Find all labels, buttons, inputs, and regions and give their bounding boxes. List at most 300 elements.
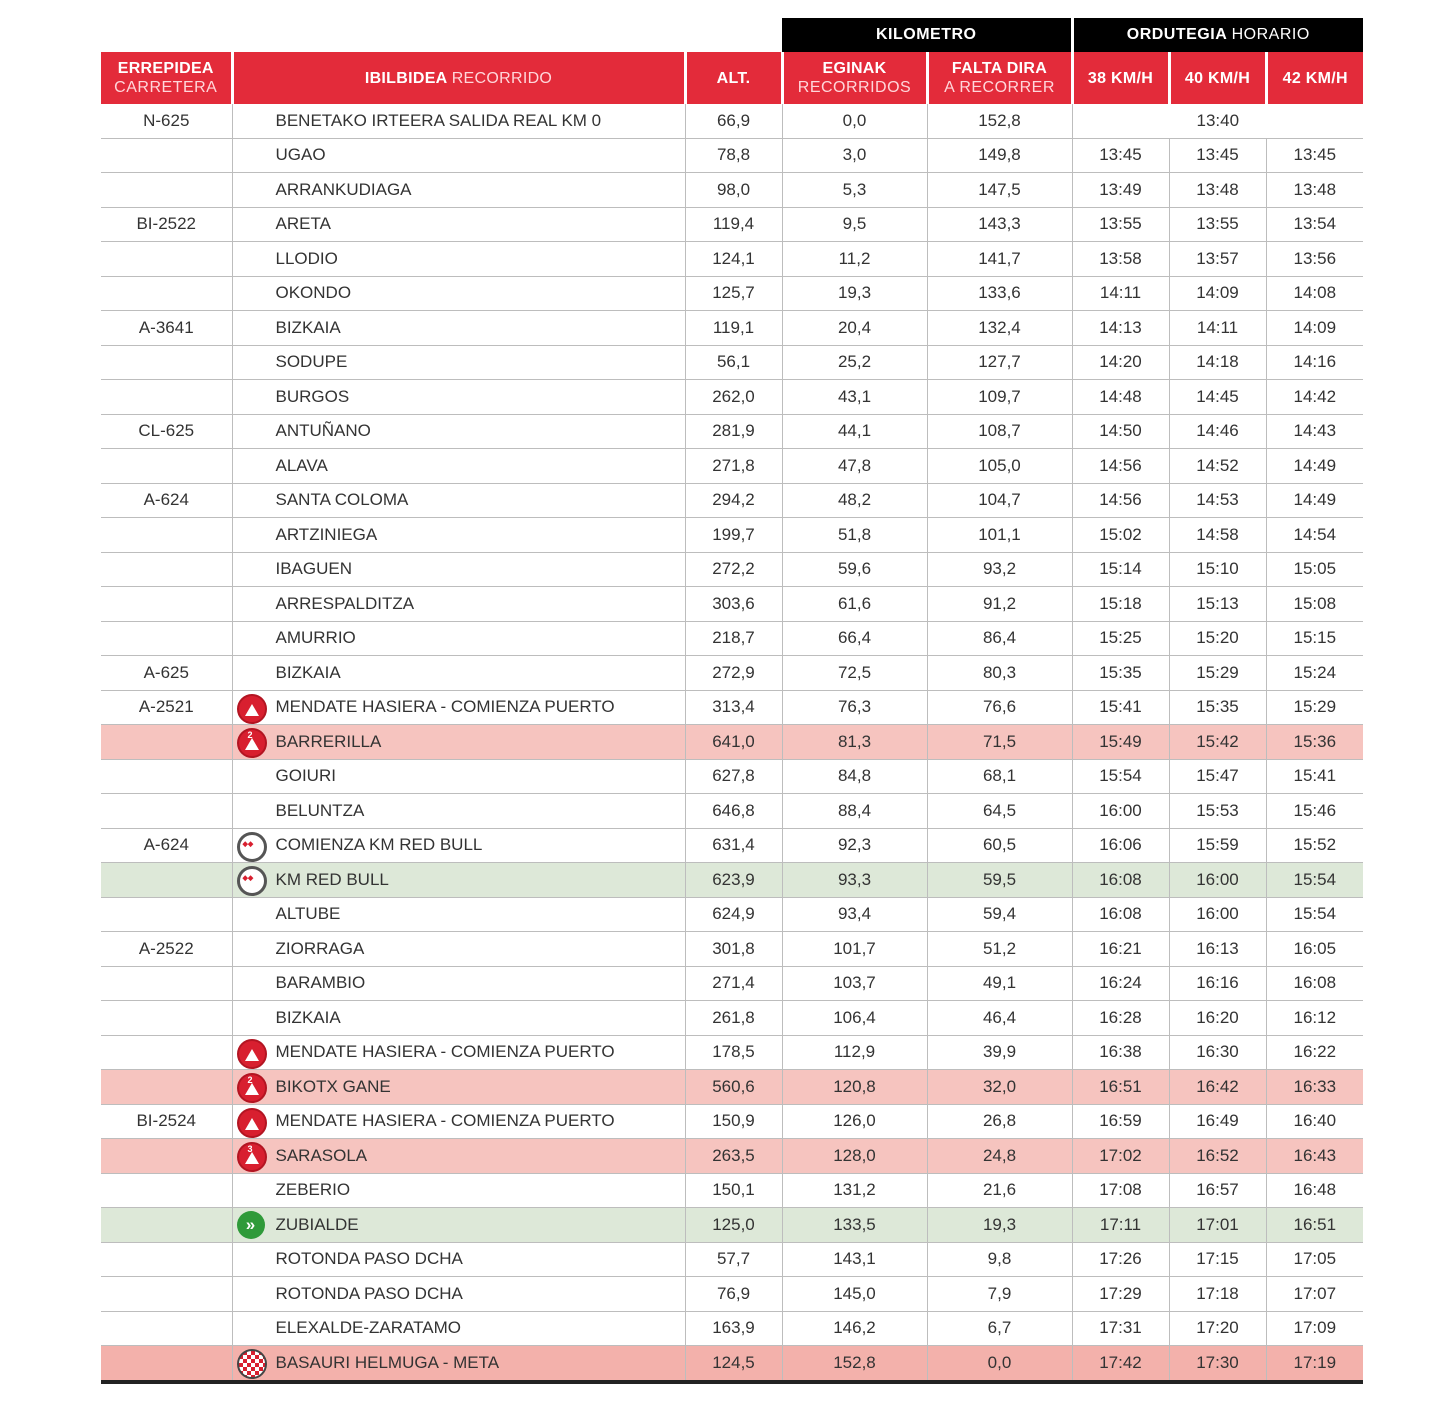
km-left-cell: 24,8 — [927, 1139, 1072, 1174]
route-name: ARRANKUDIAGA — [275, 179, 412, 199]
time-40-cell: 16:13 — [1169, 932, 1266, 967]
col-route — [232, 52, 685, 104]
alt-cell: 641,0 — [685, 725, 782, 760]
km-done-cell: 126,0 — [782, 1104, 927, 1139]
time-40-cell: 16:57 — [1169, 1173, 1266, 1208]
km-done-cell: 9,5 — [782, 207, 927, 242]
route-cell — [232, 311, 685, 346]
climb-category: 2 — [247, 730, 253, 740]
alt-cell: 303,6 — [685, 587, 782, 622]
km-done-cell: 72,5 — [782, 656, 927, 691]
road-cell: A-624 — [101, 483, 232, 518]
time-42-cell: 14:54 — [1266, 518, 1363, 553]
route-name: SARASOLA — [275, 1145, 368, 1165]
alt-cell: 313,4 — [685, 690, 782, 725]
road-cell: N-625 — [101, 104, 232, 138]
table-row — [101, 1104, 1363, 1139]
km-left-cell: 133,6 — [927, 276, 1072, 311]
time-42-cell: 17:05 — [1266, 1242, 1363, 1277]
col-speed-40-label: 40 KM/H — [1184, 69, 1251, 87]
km-done-cell: 51,8 — [782, 518, 927, 553]
time-40-cell: 15:35 — [1169, 690, 1266, 725]
start-time-cell: 13:40 — [1072, 104, 1363, 138]
km-done-cell: 3,0 — [782, 138, 927, 173]
km-done-cell: 11,2 — [782, 242, 927, 277]
alt-cell: 646,8 — [685, 794, 782, 829]
route-cell — [232, 1001, 685, 1036]
time-40-cell: 14:52 — [1169, 449, 1266, 484]
alt-cell: 624,9 — [685, 897, 782, 932]
road-cell — [101, 1346, 232, 1382]
group-kilometro-label: KILOMETRO — [876, 26, 977, 43]
table-row — [101, 1277, 1363, 1312]
road-cell — [101, 587, 232, 622]
table-row — [101, 104, 1363, 138]
time-40-cell: 14:18 — [1169, 345, 1266, 380]
km-done-cell: 146,2 — [782, 1311, 927, 1346]
col-speed-38 — [1072, 52, 1169, 104]
time-42-cell: 15:05 — [1266, 552, 1363, 587]
route-cell — [232, 897, 685, 932]
route-name: OKONDO — [275, 283, 352, 303]
col-alt — [685, 52, 782, 104]
time-38-cell: 16:51 — [1072, 1070, 1169, 1105]
group-spacer — [101, 18, 782, 52]
road-cell: BI-2524 — [101, 1104, 232, 1139]
table-row — [101, 483, 1363, 518]
road-cell — [101, 966, 232, 1001]
table-row — [101, 311, 1363, 346]
route-cell — [232, 1035, 685, 1070]
timetable-body — [101, 104, 1363, 1382]
route-cell — [232, 380, 685, 415]
time-38-cell: 14:11 — [1072, 276, 1169, 311]
table-row — [101, 345, 1363, 380]
route-cell — [232, 449, 685, 484]
mountain-pass-icon — [237, 1108, 267, 1138]
alt-cell: 119,1 — [685, 311, 782, 346]
route-name: SODUPE — [275, 352, 348, 372]
col-done-sublabel: RECORRIDOS — [797, 79, 912, 96]
km-left-cell: 49,1 — [927, 966, 1072, 1001]
route-name: SANTA COLOMA — [275, 490, 409, 510]
table-row — [101, 207, 1363, 242]
table-row — [101, 1208, 1363, 1243]
road-cell — [101, 276, 232, 311]
time-42-cell: 15:24 — [1266, 656, 1363, 691]
stage-timetable — [101, 18, 1362, 1384]
route-cell — [232, 656, 685, 691]
road-cell — [101, 173, 232, 208]
time-38-cell: 17:02 — [1072, 1139, 1169, 1174]
route-name: BASAURI HELMUGA - META — [275, 1352, 500, 1372]
alt-cell: 272,2 — [685, 552, 782, 587]
red-bull-km-icon — [237, 832, 267, 862]
route-name: ZEBERIO — [275, 1180, 351, 1200]
time-38-cell: 15:25 — [1072, 621, 1169, 656]
road-cell: A-625 — [101, 656, 232, 691]
km-done-cell: 143,1 — [782, 1242, 927, 1277]
km-left-cell: 80,3 — [927, 656, 1072, 691]
time-42-cell: 16:08 — [1266, 966, 1363, 1001]
route-cell — [232, 104, 685, 138]
col-road-label: ERREPIDEA — [117, 60, 214, 77]
km-done-cell: 76,3 — [782, 690, 927, 725]
alt-cell: 272,9 — [685, 656, 782, 691]
alt-cell: 294,2 — [685, 483, 782, 518]
col-speed-42 — [1266, 52, 1363, 104]
route-name: BURGOS — [275, 386, 350, 406]
time-38-cell: 17:11 — [1072, 1208, 1169, 1243]
time-38-cell: 17:29 — [1072, 1277, 1169, 1312]
time-42-cell: 14:43 — [1266, 414, 1363, 449]
km-left-cell: 51,2 — [927, 932, 1072, 967]
road-cell — [101, 1277, 232, 1312]
sprint-icon: » — [237, 1211, 265, 1239]
route-name: IBAGUEN — [275, 559, 353, 579]
time-42-cell: 17:09 — [1266, 1311, 1363, 1346]
km-left-cell: 91,2 — [927, 587, 1072, 622]
time-40-cell: 15:59 — [1169, 828, 1266, 863]
road-cell — [101, 1242, 232, 1277]
time-40-cell: 15:29 — [1169, 656, 1266, 691]
time-38-cell: 14:56 — [1072, 483, 1169, 518]
time-38-cell: 15:35 — [1072, 656, 1169, 691]
road-cell — [101, 518, 232, 553]
km-done-cell: 43,1 — [782, 380, 927, 415]
time-38-cell: 16:08 — [1072, 897, 1169, 932]
road-cell — [101, 725, 232, 760]
time-40-cell: 16:52 — [1169, 1139, 1266, 1174]
km-left-cell: 0,0 — [927, 1346, 1072, 1382]
time-42-cell: 16:05 — [1266, 932, 1363, 967]
route-name: ARETA — [275, 214, 331, 234]
time-40-cell: 15:42 — [1169, 725, 1266, 760]
time-40-cell: 14:58 — [1169, 518, 1266, 553]
road-cell — [101, 863, 232, 898]
time-38-cell: 16:21 — [1072, 932, 1169, 967]
route-name: MENDATE HASIERA - COMIENZA PUERTO — [275, 697, 615, 717]
alt-cell: 125,0 — [685, 1208, 782, 1243]
time-38-cell: 13:58 — [1072, 242, 1169, 277]
table-row — [101, 1311, 1363, 1346]
time-42-cell: 16:51 — [1266, 1208, 1363, 1243]
km-done-cell: 5,3 — [782, 173, 927, 208]
alt-cell: 66,9 — [685, 104, 782, 138]
mountain-pass-icon — [237, 694, 267, 724]
alt-cell: 178,5 — [685, 1035, 782, 1070]
time-40-cell: 16:42 — [1169, 1070, 1266, 1105]
route-cell — [232, 932, 685, 967]
km-done-cell: 120,8 — [782, 1070, 927, 1105]
route-cell — [232, 759, 685, 794]
time-40-cell: 14:53 — [1169, 483, 1266, 518]
time-42-cell: 15:29 — [1266, 690, 1363, 725]
time-38-cell: 16:24 — [1072, 966, 1169, 1001]
km-done-cell: 103,7 — [782, 966, 927, 1001]
time-42-cell: 15:36 — [1266, 725, 1363, 760]
km-done-cell: 19,3 — [782, 276, 927, 311]
road-cell — [101, 1173, 232, 1208]
time-38-cell: 17:08 — [1072, 1173, 1169, 1208]
route-cell — [232, 863, 685, 898]
km-left-cell: 19,3 — [927, 1208, 1072, 1243]
km-done-cell: 92,3 — [782, 828, 927, 863]
time-38-cell: 14:50 — [1072, 414, 1169, 449]
km-left-cell: 46,4 — [927, 1001, 1072, 1036]
km-left-cell: 147,5 — [927, 173, 1072, 208]
table-row — [101, 276, 1363, 311]
route-name: ARRESPALDITZA — [275, 593, 415, 613]
alt-cell: 271,8 — [685, 449, 782, 484]
road-cell — [101, 794, 232, 829]
km-left-cell: 26,8 — [927, 1104, 1072, 1139]
table-row — [101, 518, 1363, 553]
table-row — [101, 1001, 1363, 1036]
route-name: BENETAKO IRTEERA SALIDA REAL KM 0 — [275, 110, 602, 130]
km-left-cell: 6,7 — [927, 1311, 1072, 1346]
km-left-cell: 108,7 — [927, 414, 1072, 449]
route-name: ARTZINIEGA — [275, 524, 378, 544]
time-40-cell: 15:20 — [1169, 621, 1266, 656]
km-done-cell: 128,0 — [782, 1139, 927, 1174]
table-row — [101, 414, 1363, 449]
table-row — [101, 794, 1363, 829]
table-row — [101, 863, 1363, 898]
alt-cell: 263,5 — [685, 1139, 782, 1174]
col-alt-label: ALT. — [716, 69, 751, 87]
table-row — [101, 656, 1363, 691]
route-name: COMIENZA KM RED BULL — [275, 835, 483, 855]
alt-cell: 125,7 — [685, 276, 782, 311]
time-40-cell: 16:30 — [1169, 1035, 1266, 1070]
table-row — [101, 1242, 1363, 1277]
route-cell — [232, 1208, 685, 1243]
time-40-cell: 17:01 — [1169, 1208, 1266, 1243]
route-cell — [232, 725, 685, 760]
alt-cell: 119,4 — [685, 207, 782, 242]
km-done-cell: 81,3 — [782, 725, 927, 760]
route-name: ROTONDA PASO DCHA — [275, 1249, 463, 1269]
km-done-cell: 61,6 — [782, 587, 927, 622]
time-40-cell: 16:00 — [1169, 897, 1266, 932]
km-done-cell: 48,2 — [782, 483, 927, 518]
time-40-cell: 15:10 — [1169, 552, 1266, 587]
time-40-cell: 15:53 — [1169, 794, 1266, 829]
table-row — [101, 759, 1363, 794]
km-done-cell: 59,6 — [782, 552, 927, 587]
road-cell — [101, 345, 232, 380]
time-40-cell: 16:49 — [1169, 1104, 1266, 1139]
time-38-cell: 13:45 — [1072, 138, 1169, 173]
group-kilometro — [782, 18, 1072, 52]
time-40-cell: 17:18 — [1169, 1277, 1266, 1312]
table-row — [101, 1346, 1363, 1382]
km-left-cell: 60,5 — [927, 828, 1072, 863]
table-row — [101, 828, 1363, 863]
route-name: ELEXALDE-ZARATAMO — [275, 1318, 461, 1338]
km-done-cell: 145,0 — [782, 1277, 927, 1312]
time-38-cell: 14:20 — [1072, 345, 1169, 380]
col-speed-40 — [1169, 52, 1266, 104]
alt-cell: 150,1 — [685, 1173, 782, 1208]
km-done-cell: 152,8 — [782, 1346, 927, 1382]
col-left-sublabel: A RECORRER — [944, 79, 1055, 96]
time-42-cell: 16:33 — [1266, 1070, 1363, 1105]
km-left-cell: 32,0 — [927, 1070, 1072, 1105]
route-cell — [232, 1277, 685, 1312]
time-40-cell: 16:20 — [1169, 1001, 1266, 1036]
time-42-cell: 13:45 — [1266, 138, 1363, 173]
km-done-cell: 84,8 — [782, 759, 927, 794]
col-speed-42-label: 42 KM/H — [1282, 69, 1348, 87]
time-40-cell: 17:30 — [1169, 1346, 1266, 1382]
time-40-cell: 13:45 — [1169, 138, 1266, 173]
road-cell: BI-2522 — [101, 207, 232, 242]
time-38-cell: 16:38 — [1072, 1035, 1169, 1070]
table-row — [101, 1035, 1363, 1070]
km-left-cell: 152,8 — [927, 104, 1072, 138]
time-42-cell: 13:56 — [1266, 242, 1363, 277]
time-42-cell: 14:08 — [1266, 276, 1363, 311]
km-left-cell: 64,5 — [927, 794, 1072, 829]
alt-cell: 124,1 — [685, 242, 782, 277]
alt-cell: 78,8 — [685, 138, 782, 173]
alt-cell: 262,0 — [685, 380, 782, 415]
time-42-cell: 15:08 — [1266, 587, 1363, 622]
road-cell — [101, 1311, 232, 1346]
km-done-cell: 25,2 — [782, 345, 927, 380]
climb-category: 2 — [247, 1075, 253, 1085]
route-cell — [232, 1311, 685, 1346]
time-38-cell: 14:48 — [1072, 380, 1169, 415]
road-cell — [101, 759, 232, 794]
km-left-cell: 127,7 — [927, 345, 1072, 380]
km-left-cell: 149,8 — [927, 138, 1072, 173]
route-cell — [232, 138, 685, 173]
time-42-cell: 15:41 — [1266, 759, 1363, 794]
road-cell — [101, 1070, 232, 1105]
time-38-cell: 15:14 — [1072, 552, 1169, 587]
km-done-cell: 93,3 — [782, 863, 927, 898]
time-42-cell: 16:43 — [1266, 1139, 1363, 1174]
time-42-cell: 16:12 — [1266, 1001, 1363, 1036]
time-42-cell: 17:07 — [1266, 1277, 1363, 1312]
time-38-cell: 17:42 — [1072, 1346, 1169, 1382]
route-cell — [232, 518, 685, 553]
road-cell — [101, 242, 232, 277]
road-cell — [101, 1035, 232, 1070]
route-name: ZUBIALDE — [275, 1214, 359, 1234]
time-42-cell: 17:19 — [1266, 1346, 1363, 1382]
km-left-cell: 59,5 — [927, 863, 1072, 898]
table-row — [101, 552, 1363, 587]
col-done-label: EGINAK — [822, 60, 887, 77]
route-cell — [232, 483, 685, 518]
route-cell — [232, 1070, 685, 1105]
route-cell — [232, 966, 685, 1001]
km-left-cell: 39,9 — [927, 1035, 1072, 1070]
km-done-cell: 133,5 — [782, 1208, 927, 1243]
time-42-cell: 15:54 — [1266, 863, 1363, 898]
road-cell — [101, 897, 232, 932]
road-cell — [101, 449, 232, 484]
time-38-cell: 14:56 — [1072, 449, 1169, 484]
km-left-cell: 104,7 — [927, 483, 1072, 518]
km-left-cell: 141,7 — [927, 242, 1072, 277]
km-left-cell: 9,8 — [927, 1242, 1072, 1277]
km-left-cell: 7,9 — [927, 1277, 1072, 1312]
bull-glyph: ◆◆ — [242, 840, 254, 848]
km-done-cell: 131,2 — [782, 1173, 927, 1208]
time-40-cell: 16:00 — [1169, 863, 1266, 898]
route-name: ZIORRAGA — [275, 938, 365, 958]
route-name: BIKOTX GANE — [275, 1076, 391, 1096]
km-left-cell: 71,5 — [927, 725, 1072, 760]
route-cell — [232, 1346, 685, 1382]
time-40-cell: 14:11 — [1169, 311, 1266, 346]
time-40-cell: 14:46 — [1169, 414, 1266, 449]
finish-flag-icon — [237, 1349, 267, 1379]
route-cell — [232, 1173, 685, 1208]
time-42-cell: 16:48 — [1266, 1173, 1363, 1208]
alt-cell: 150,9 — [685, 1104, 782, 1139]
mountain-pass-icon — [237, 1073, 267, 1103]
alt-cell: 98,0 — [685, 173, 782, 208]
route-cell — [232, 552, 685, 587]
alt-cell: 623,9 — [685, 863, 782, 898]
road-cell: A-2521 — [101, 690, 232, 725]
route-name: ANTUÑANO — [275, 421, 371, 441]
road-cell: A-624 — [101, 828, 232, 863]
time-38-cell: 15:18 — [1072, 587, 1169, 622]
time-38-cell: 13:55 — [1072, 207, 1169, 242]
km-done-cell: 101,7 — [782, 932, 927, 967]
route-name: ALTUBE — [275, 904, 341, 924]
route-name: ROTONDA PASO DCHA — [275, 1283, 463, 1303]
road-cell — [101, 380, 232, 415]
km-done-cell: 66,4 — [782, 621, 927, 656]
road-cell — [101, 1001, 232, 1036]
alt-cell: 163,9 — [685, 1311, 782, 1346]
time-38-cell: 15:02 — [1072, 518, 1169, 553]
time-42-cell: 14:49 — [1266, 449, 1363, 484]
red-bull-km-icon — [237, 866, 267, 896]
route-cell — [232, 828, 685, 863]
table-row — [101, 380, 1363, 415]
mountain-pass-icon — [237, 728, 267, 758]
alt-cell: 560,6 — [685, 1070, 782, 1105]
time-42-cell: 15:52 — [1266, 828, 1363, 863]
time-38-cell: 16:59 — [1072, 1104, 1169, 1139]
col-speed-38-label: 38 KM/H — [1087, 69, 1154, 87]
table-row — [101, 138, 1363, 173]
time-42-cell: 16:22 — [1266, 1035, 1363, 1070]
time-42-cell: 15:46 — [1266, 794, 1363, 829]
km-done-cell: 0,0 — [782, 104, 927, 138]
mountain-pass-icon — [237, 1039, 267, 1069]
km-left-cell: 59,4 — [927, 897, 1072, 932]
route-name: UGAO — [275, 145, 326, 165]
time-40-cell: 14:09 — [1169, 276, 1266, 311]
time-38-cell: 16:06 — [1072, 828, 1169, 863]
alt-cell: 627,8 — [685, 759, 782, 794]
time-42-cell: 13:48 — [1266, 173, 1363, 208]
route-cell — [232, 690, 685, 725]
route-cell — [232, 1242, 685, 1277]
route-name: BIZKAIA — [275, 1007, 341, 1027]
road-cell — [101, 1208, 232, 1243]
